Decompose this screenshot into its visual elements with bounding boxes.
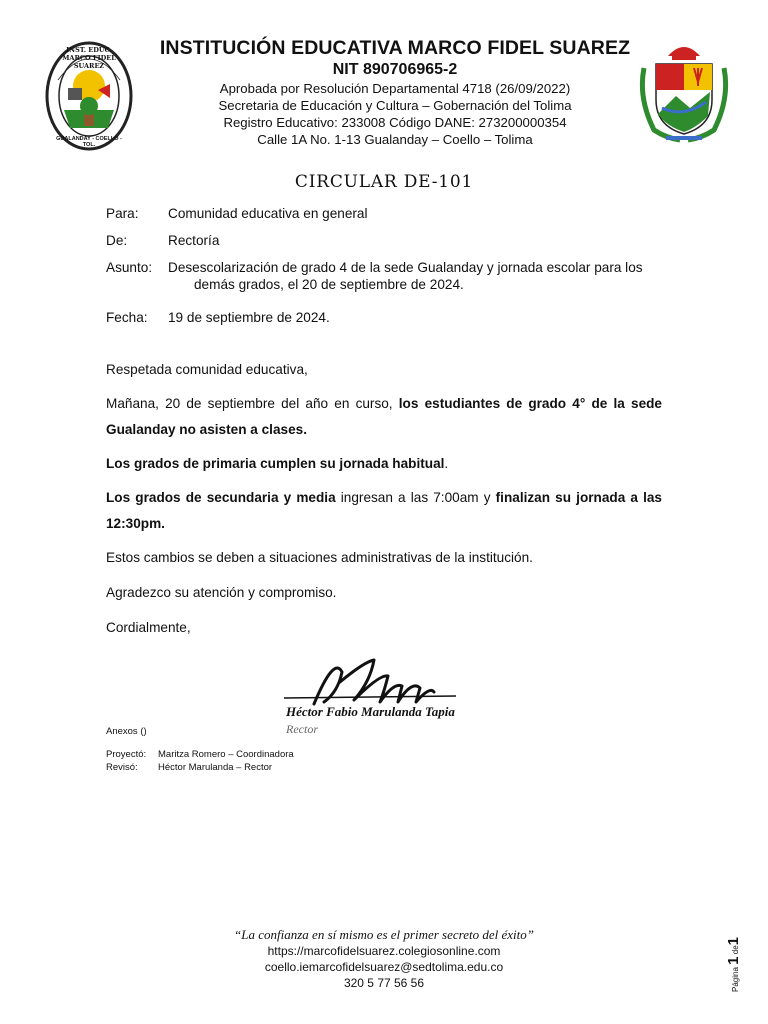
paragraph-primaria-bold: Los grados de primaria cumplen su jornada habitual (106, 456, 445, 471)
institution-nit: NIT 890706965-2 (332, 61, 458, 78)
paragraph-secundaria-normal: ingresan a las 7:00am y (335, 490, 496, 505)
page-of: de (730, 945, 740, 955)
annex-label: Anexos () (106, 726, 147, 737)
header-resolution-line: Aprobada por Resolución Departamental 4718 (26/09/2022) (219, 81, 571, 96)
fecha-label: Fecha: (106, 310, 148, 325)
header-secretaria-line: Secretaria de Educación y Cultura – Gobernación del Tolima (218, 98, 572, 113)
paragraph-secundaria-bold-2: finalizan su jornada a las 12:30pm. (106, 490, 662, 531)
circular-title: CIRCULAR DE-101 (294, 172, 474, 192)
para-label: Para: (106, 206, 139, 221)
institution-name: INSTITUCIÓN EDUCATIVA MARCO FIDEL SUAREZ (159, 37, 631, 59)
signatory-role: Rector (286, 722, 318, 736)
proyecto-value: Maritza Romero – Coordinadora (158, 749, 294, 760)
school-seal-logo (44, 40, 134, 152)
seal-text-top: INST. EDUC. MARCO FIDEL SUAREZ (62, 46, 116, 70)
paragraph-secundaria (106, 485, 662, 537)
signatory-name: Héctor Fabio Marulanda Tapia (286, 704, 455, 719)
asunto-line-1: Desescolarización de grado 4 de la sede Gualanday y jornada escolar para los (168, 260, 643, 275)
asunto-label: Asunto: (106, 260, 153, 275)
page-number (718, 934, 758, 994)
de-label: De: (106, 233, 128, 248)
seal-text-bottom: GUALANDAY - COELLO - TOL. (56, 136, 122, 148)
paragraph-grade-4-bold: los estudiantes de grado 4° de la sede Gualanday no asisten a clases. (106, 396, 662, 437)
closing: Cordialmente, (106, 620, 191, 635)
para-value: Comunidad educativa en general (168, 206, 368, 221)
reviso-value: Héctor Marulanda – Rector (158, 762, 273, 773)
footer-website[interactable]: https://marcofidelsuarez.colegiosonline.com (267, 944, 501, 958)
paragraph-thanks: Agradezco su atención y compromiso. (106, 585, 337, 600)
footer-phone: 320 5 77 56 56 (343, 976, 425, 990)
header-registro-line: Registro Educativo: 233008 Código DANE: 273200000354 (223, 115, 567, 130)
paragraph-grade-4-intro: Mañana, 20 de septiembre del año en curso, (106, 396, 399, 411)
paragraph-primaria-end: . (444, 456, 449, 471)
de-value: Rectoría (168, 233, 220, 248)
greeting: Respetada comunidad educativa, (106, 362, 308, 377)
paragraph-primaria (106, 451, 662, 477)
paragraph-admin-reasons: Estos cambios se deben a situaciones administrativas de la institución. (106, 550, 533, 565)
asunto-line-2: demás grados, el 20 de septiembre de 2024. (194, 277, 464, 292)
fecha-value: 19 de septiembre de 2024. (168, 310, 330, 325)
proyecto-label: Proyectó: (106, 749, 147, 760)
paragraph-secundaria-bold-1: Los grados de secundaria y media (106, 490, 336, 505)
footer-quote: “La confianza en sí mismo es el primer secreto del éxito” (234, 927, 534, 942)
footer-email[interactable]: coello.iemarcofidelsuarez@sedtolima.edu.co (264, 960, 504, 974)
page-current: 1 (724, 956, 742, 965)
header-address-line: Calle 1A No. 1-13 Gualanday – Coello – Tolima (257, 132, 533, 147)
page-total: 1 (724, 937, 742, 946)
page-label: Página (730, 967, 740, 992)
paragraph-grade-4 (106, 391, 662, 443)
reviso-label: Revisó: (106, 762, 138, 773)
